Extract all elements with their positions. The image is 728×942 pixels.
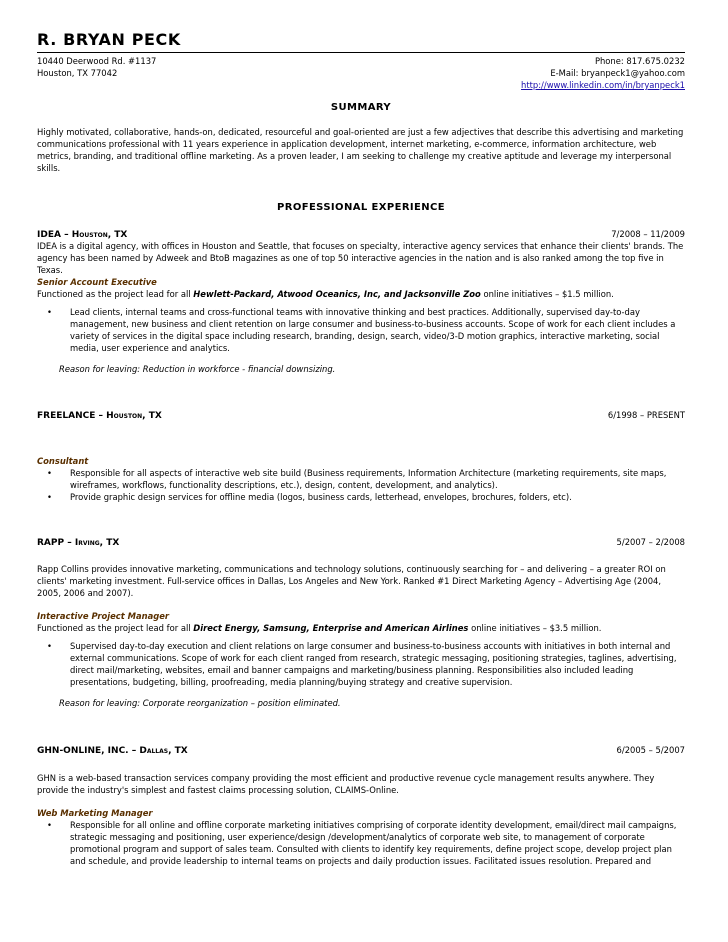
bullet-list-idea [37, 306, 685, 354]
leaving-reason-rapp: Reason for leaving: Corporate reorganization – position eliminated. [59, 698, 341, 708]
bullet-list-ghn [37, 819, 685, 867]
job-header-ghn [37, 744, 685, 757]
leaving-reason-idea: Reason for leaving: Reduction in workforce - financial downsizing. [59, 364, 336, 374]
address-block [37, 55, 156, 79]
company-name: IDEA – Houston, TX [37, 230, 128, 240]
lead-line-idea: Functioned as the project lead for all Hewlett-Packard, Atwood Oceanics, Inc, and Jacksonville Zoo online initiatives – $1.5 million. [37, 289, 614, 299]
job-title-idea: Senior Account Executive [37, 277, 157, 287]
list-item: • Lead clients, internal teams and cross-functional teams with innovative thinking and best practices. Additionally, supervised day-to-day management, new business and client retention on large consumer and business-to-business accounts. Scope of work for each client includes a variety of services in the digital space including research, branding, design, search, video/3-D motion graphics, interactive marketing, social media, user experience and analytics. [47, 307, 676, 353]
job-dates: 6/1998 – PRESENT [607, 410, 685, 420]
company-description-ghn: GHN is a web-based transaction services company providing the most efficient and productive revenue cycle management results anywhere. They provide the industry's simplest and fastest claims processing solution, CLAIMS-Online. [37, 773, 655, 795]
header-divider [37, 52, 685, 53]
list-item: • Provide graphic design services for offline media (logos, business cards, letterhead, envelopes, brochures, folders, etc). [47, 492, 572, 502]
company-description-idea: IDEA is a digital agency, with offices in Houston and Seattle, that focuses on specialty, interactive agency services that enhance their clients' brands. The agency has been named by Adweek and BtoB magazines as one of top 50 interactive agencies in the nation and is also ranked among the top five in Texas. [37, 241, 684, 275]
job-header-freelance [37, 409, 685, 422]
job-title-rapp: Interactive Project Manager [37, 611, 170, 621]
job-dates: 5/2007 – 2/2008 [616, 537, 685, 547]
job-dates: 6/2005 – 5/2007 [616, 745, 685, 755]
list-item: • Supervised day-to-day execution and client relations on large consumer and business-to-business accounts with initiatives in both internal and external communications. Scope of work for each client ranged from research, strategic messaging, positioning strategies, taglines, advertising, direct mail/marketing, websites, email and banner campaigns and marketing/business planning. Responsibilities also included leading presentations, budgeting, billing, proofreading, media planning/buying strategy and creative supervision. [47, 641, 677, 687]
company-name: GHN-ONLINE, INC. – Dallas, TX [37, 746, 188, 756]
job-header-rapp [37, 536, 685, 549]
company-description-rapp: Rapp Collins provides innovative marketing, communications and technology solutions, continuously searching for – and delivering – a greater ROI on clients' marketing investment. Full-service offices in Dallas, Los Angeles and New York. Ranked #1 Direct Marketing Agency – Advertising Age (2004, 2005, 2006 and 2007). [37, 564, 666, 598]
address-line-1: 10440 Deerwood Rd. #1137 [37, 56, 157, 66]
summary-text: Highly motivated, collaborative, hands-on, dedicated, resourceful and goal-oriented are just a few adjectives that describe this advertising and marketing communications professional with 11 years experience in application development, internet marketing, e-commerce, information architecture, web metrics, branding, and traditional offline marketing. As a proven leader, I am seeking to challenge my creative aptitude and leverage my interpersonal skills. [37, 127, 684, 173]
job-title-ghn: Web Marketing Manager [37, 808, 153, 818]
email: E-Mail: bryanpeck1@yahoo.com [550, 68, 685, 78]
job-title-freelance: Consultant [37, 456, 89, 466]
bullet-list-freelance [37, 467, 685, 503]
experience-heading: PROFESSIONAL EXPERIENCE [276, 202, 446, 213]
list-item: • Responsible for all online and offline corporate marketing initiatives comprising of corporate identity development, email/direct mail campaigns, strategic messaging and positioning, user experience/design /development/analytics of corporate web site, to management of corporate promotional program and support of sales team. Consulted with clients to identify key requirements, define project scope, develop project plan and schedule, and provide leadership to internal teams on projects and daily production issues. Facilitated issues resolution. Prepared and [47, 820, 677, 866]
address-line-2: Houston, TX 77042 [37, 68, 118, 78]
contact-block [521, 55, 685, 91]
linkedin-link[interactable]: http://www.linkedin.com/in/bryanpeck1 [521, 80, 685, 90]
candidate-name: R. BRYAN PECK [37, 30, 181, 49]
lead-line-rapp: Functioned as the project lead for all Direct Energy, Samsung, Enterprise and American Airlines online initiatives – $3.5 million. [37, 623, 602, 633]
phone: Phone: 817.675.0232 [594, 56, 685, 66]
job-dates: 7/2008 – 11/2009 [611, 229, 685, 239]
company-name: FREELANCE – Houston, TX [37, 411, 162, 421]
company-name: RAPP – Irving, TX [37, 538, 120, 548]
bullet-list-rapp [37, 640, 685, 688]
list-item: • Responsible for all aspects of interactive web site build (Business requirements, Information Architecture (marketing requirements, site maps, wireframes, workflows, functionality descriptions, etc.), design, content, development, and analytics). [47, 468, 667, 490]
summary-heading: SUMMARY [330, 102, 392, 113]
